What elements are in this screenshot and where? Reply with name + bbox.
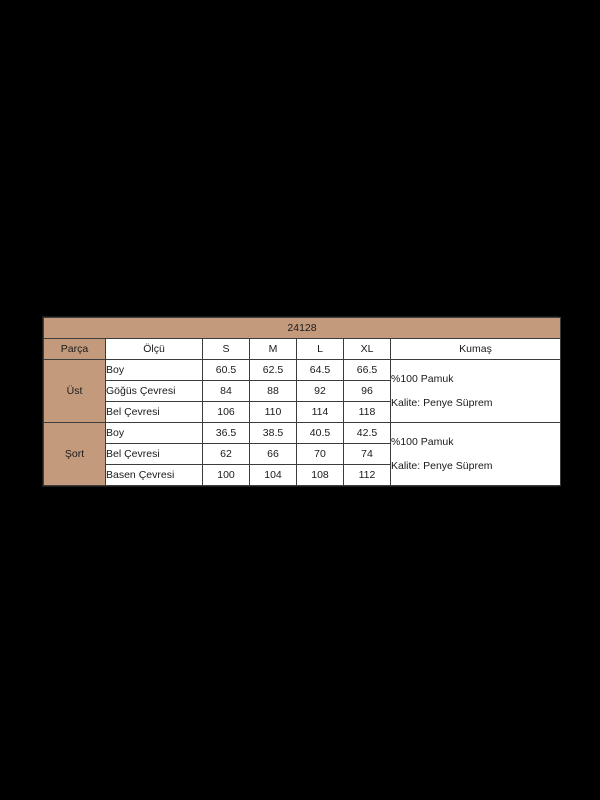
fabric-spacer bbox=[391, 451, 560, 458]
value-s: 62 bbox=[203, 444, 250, 465]
fabric-composition: %100 Pamuk bbox=[391, 436, 454, 449]
value-xl: 66.5 bbox=[344, 360, 391, 381]
value-l: 114 bbox=[297, 402, 344, 423]
header-size-m: M bbox=[250, 339, 297, 360]
fabric-quality: Kalite: Penye Süprem bbox=[391, 459, 493, 472]
value-s: 84 bbox=[203, 381, 250, 402]
value-xl: 112 bbox=[344, 465, 391, 486]
measure-label: Boy bbox=[106, 423, 203, 444]
value-l: 92 bbox=[297, 381, 344, 402]
group-name-sort: Şort bbox=[44, 423, 106, 486]
value-s: 36.5 bbox=[203, 423, 250, 444]
value-l: 108 bbox=[297, 465, 344, 486]
fabric-composition: %100 Pamuk bbox=[391, 373, 454, 386]
value-xl: 118 bbox=[344, 402, 391, 423]
value-s: 100 bbox=[203, 465, 250, 486]
value-xl: 74 bbox=[344, 444, 391, 465]
value-m: 66 bbox=[250, 444, 297, 465]
product-code: 24128 bbox=[44, 318, 561, 339]
measure-label: Göğüs Çevresi bbox=[106, 381, 203, 402]
group-name-ust: Üst bbox=[44, 360, 106, 423]
value-m: 62.5 bbox=[250, 360, 297, 381]
measure-label: Basen Çevresi bbox=[106, 465, 203, 486]
fabric-info-ust bbox=[391, 360, 561, 423]
value-xl: 96 bbox=[344, 381, 391, 402]
header-measure: Ölçü bbox=[106, 339, 203, 360]
value-m: 104 bbox=[250, 465, 297, 486]
value-s: 60.5 bbox=[203, 360, 250, 381]
table-row bbox=[44, 423, 561, 444]
value-m: 88 bbox=[250, 381, 297, 402]
fabric-spacer bbox=[391, 388, 560, 395]
value-m: 110 bbox=[250, 402, 297, 423]
value-l: 40.5 bbox=[297, 423, 344, 444]
header-size-l: L bbox=[297, 339, 344, 360]
measure-label: Bel Çevresi bbox=[106, 444, 203, 465]
table-header-row bbox=[44, 339, 561, 360]
fabric-quality: Kalite: Penye Süprem bbox=[391, 396, 493, 409]
value-l: 70 bbox=[297, 444, 344, 465]
value-m: 38.5 bbox=[250, 423, 297, 444]
header-fabric: Kumaş bbox=[391, 339, 561, 360]
value-l: 64.5 bbox=[297, 360, 344, 381]
table-row bbox=[44, 360, 561, 381]
measure-label: Bel Çevresi bbox=[106, 402, 203, 423]
measure-label: Boy bbox=[106, 360, 203, 381]
size-chart-table bbox=[43, 317, 561, 486]
header-size-xl: XL bbox=[344, 339, 391, 360]
value-xl: 42.5 bbox=[344, 423, 391, 444]
value-s: 106 bbox=[203, 402, 250, 423]
table-title-row bbox=[44, 318, 561, 339]
header-size-s: S bbox=[203, 339, 250, 360]
size-chart-container bbox=[42, 316, 559, 487]
header-part: Parça bbox=[44, 339, 106, 360]
fabric-info-sort bbox=[391, 423, 561, 486]
